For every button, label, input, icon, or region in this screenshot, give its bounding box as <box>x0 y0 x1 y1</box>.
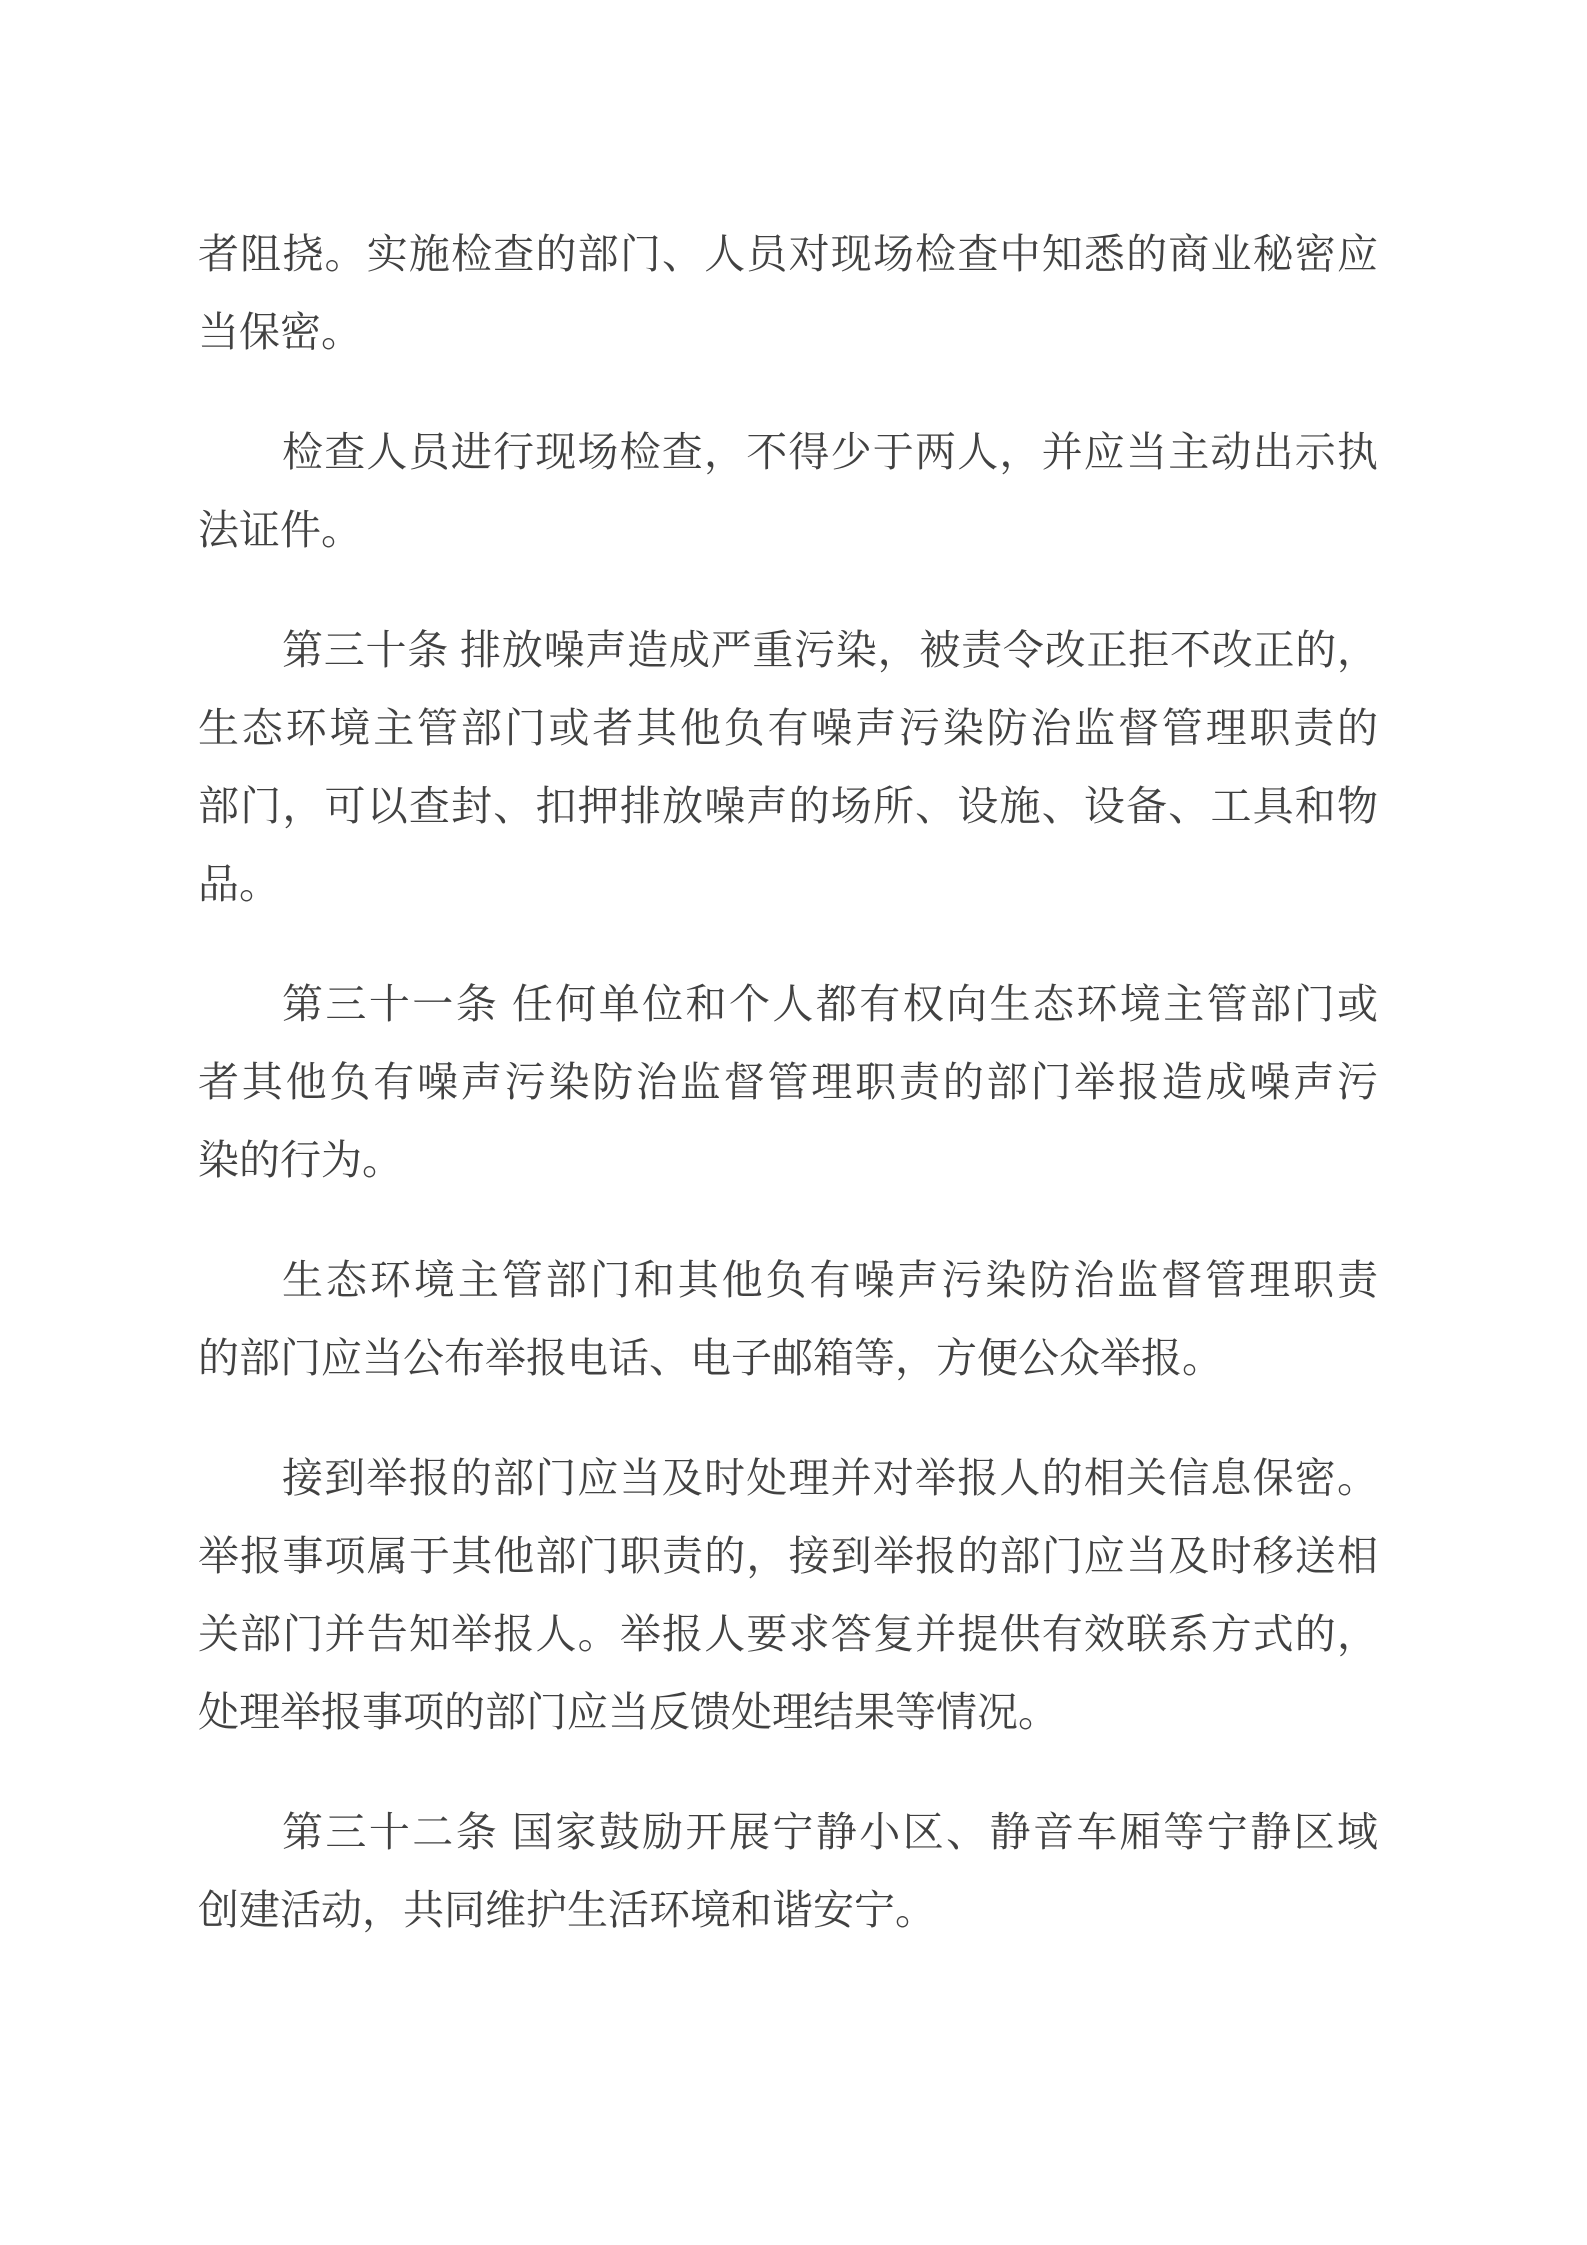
text-line: 第三十二条 国家鼓励开展宁静小区、静音车厢等宁静区域 <box>282 1809 1378 1855</box>
text-line: 生态环境主管部门和其他负有噪声污染防治监督管理职责 <box>282 1257 1378 1303</box>
text-line: 生态环境主管部门或者其他负有噪声污染防治监督管理职责的 <box>198 705 1378 751</box>
text-line: 关部门并告知举报人。举报人要求答复并提供有效联系方式的， <box>198 1611 1378 1657</box>
para-inspection-secrecy-continuation <box>198 215 1378 371</box>
text-line: 的部门应当公布举报电话、电子邮箱等，方便公众举报。 <box>198 1335 1223 1381</box>
text-line: 接到举报的部门应当及时处理并对举报人的相关信息保密。 <box>282 1455 1378 1501</box>
para-article-31-reporting-channels <box>198 1241 1378 1397</box>
text-line: 法证件。 <box>198 507 362 553</box>
para-article-30 <box>198 611 1378 923</box>
text-line: 染的行为。 <box>198 1137 403 1183</box>
para-article-31-report-handling <box>198 1439 1378 1751</box>
para-article-31 <box>198 965 1378 1199</box>
text-line: 品。 <box>198 861 280 907</box>
text-line: 部门，可以查封、扣押排放噪声的场所、设施、设备、工具和物 <box>198 783 1378 829</box>
text-line: 者其他负有噪声污染防治监督管理职责的部门举报造成噪声污 <box>198 1059 1378 1105</box>
para-article-32 <box>198 1793 1378 1949</box>
text-line: 当保密。 <box>198 309 362 355</box>
text-line: 创建活动，共同维护生活环境和谐安宁。 <box>198 1887 936 1933</box>
text-line: 者阻挠。实施检查的部门、人员对现场检查中知悉的商业秘密应 <box>198 231 1378 277</box>
para-inspection-personnel <box>198 413 1378 569</box>
text-line: 检查人员进行现场检查，不得少于两人，并应当主动出示执 <box>282 429 1378 475</box>
text-line: 第三十一条 任何单位和个人都有权向生态环境主管部门或 <box>282 981 1378 1027</box>
document-body <box>198 215 1378 1991</box>
text-line: 第三十条 排放噪声造成严重污染，被责令改正拒不改正的， <box>282 627 1378 673</box>
text-line: 处理举报事项的部门应当反馈处理结果等情况。 <box>198 1689 1059 1735</box>
text-line: 举报事项属于其他部门职责的，接到举报的部门应当及时移送相 <box>198 1533 1378 1579</box>
